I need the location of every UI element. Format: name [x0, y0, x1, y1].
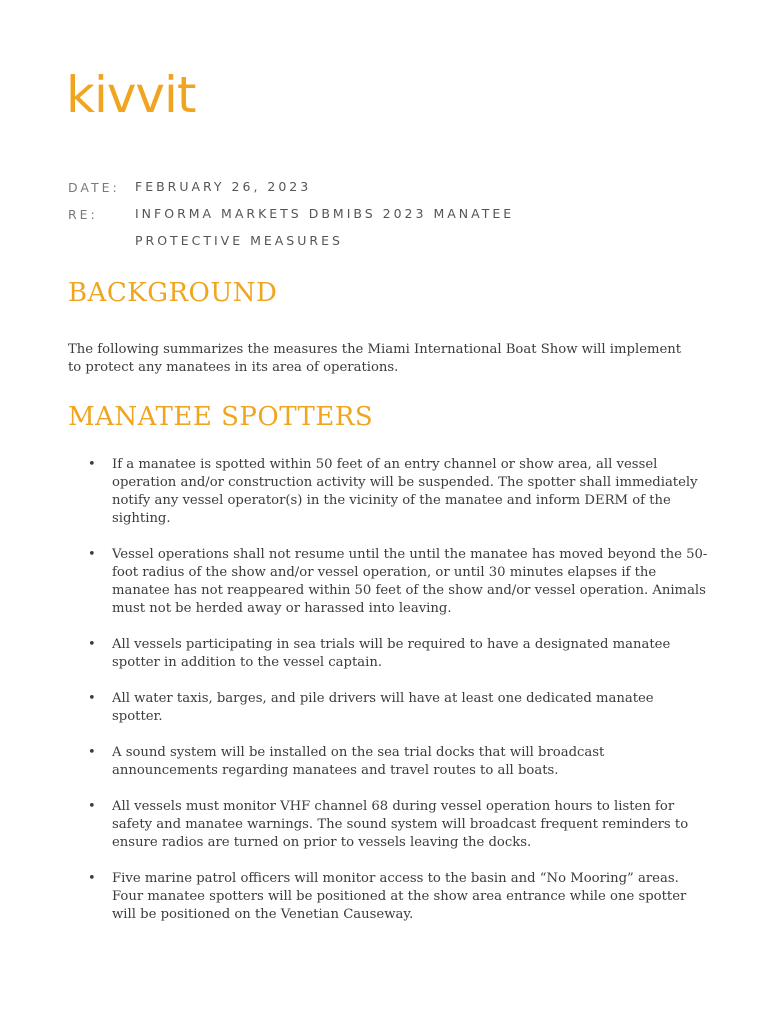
list-item: [68, 690, 708, 726]
date-label: DATE:: [68, 180, 120, 195]
list-item: [68, 456, 708, 528]
re-label: RE:: [68, 207, 98, 222]
bullet-icon: •: [88, 547, 96, 562]
list-item: [68, 744, 708, 780]
list-item: [68, 546, 708, 618]
kivvit-logo: kivvit: [66, 66, 196, 124]
list-item-text: All water taxis, barges, and pile drivers will have at least one dedicated manatee spotter.: [112, 691, 654, 724]
list-item-text: Vessel operations shall not resume until the until the manatee has moved beyond the 50-foot radius of the show and/or vessel operation, or until 30 minutes elapses if the manatee has not reappeared within 50 feet of the show and/or vessel operation. Animals must not be herded away or harassed into leaving.: [112, 547, 708, 616]
list-item-text: A sound system will be installed on the sea trial docks that will broadcast announcements regarding manatees and travel routes to all boats.: [112, 745, 605, 778]
bullet-icon: •: [88, 799, 96, 814]
bullet-icon: •: [88, 871, 96, 886]
memo-header: [68, 179, 615, 248]
list-item: [68, 798, 708, 852]
background-paragraph: The following summarizes the measures the Miami International Boat Show will implement to protect any manatees in its area of operations.: [68, 342, 682, 376]
list-item: [68, 870, 708, 924]
manatee-spotters-heading: MANATEE SPOTTERS: [68, 402, 374, 432]
date-value: FEBRUARY 26, 2023: [135, 179, 312, 194]
bullet-icon: •: [88, 637, 96, 652]
spotter-measures-list: [68, 456, 708, 924]
bullet-icon: •: [88, 457, 96, 472]
list-item-text: Five marine patrol officers will monitor access to the basin and “No Mooring” areas. Four manatee spotters will be positioned at the show area entrance while one spotter will be positioned on the Venetian Causeway.: [112, 871, 687, 922]
bullet-icon: •: [88, 745, 96, 760]
list-item-text: If a manatee is spotted within 50 feet of an entry channel or show area, all vessel operation and/or construction activity will be suspended. The spotter shall immediately notify any vessel operator(s) in the vicinity of the manatee and inform DERM of the sighting.: [112, 457, 698, 526]
bullet-icon: •: [88, 691, 96, 706]
re-row: [68, 206, 615, 248]
list-item-text: All vessels must monitor VHF channel 68 during vessel operation hours to listen for safety and manatee warnings. The sound system will broadcast frequent reminders to ensure radios are turned on prior to vessels leaving the docks.: [112, 799, 689, 850]
list-item: [68, 636, 708, 672]
list-item-text: All vessels participating in sea trials will be required to have a designated manatee spotter in addition to the vessel captain.: [112, 637, 671, 670]
re-value: INFORMA MARKETS DBMIBS 2023 MANATEE PROTECTIVE MEASURES: [135, 206, 515, 248]
background-heading: BACKGROUND: [68, 278, 278, 308]
